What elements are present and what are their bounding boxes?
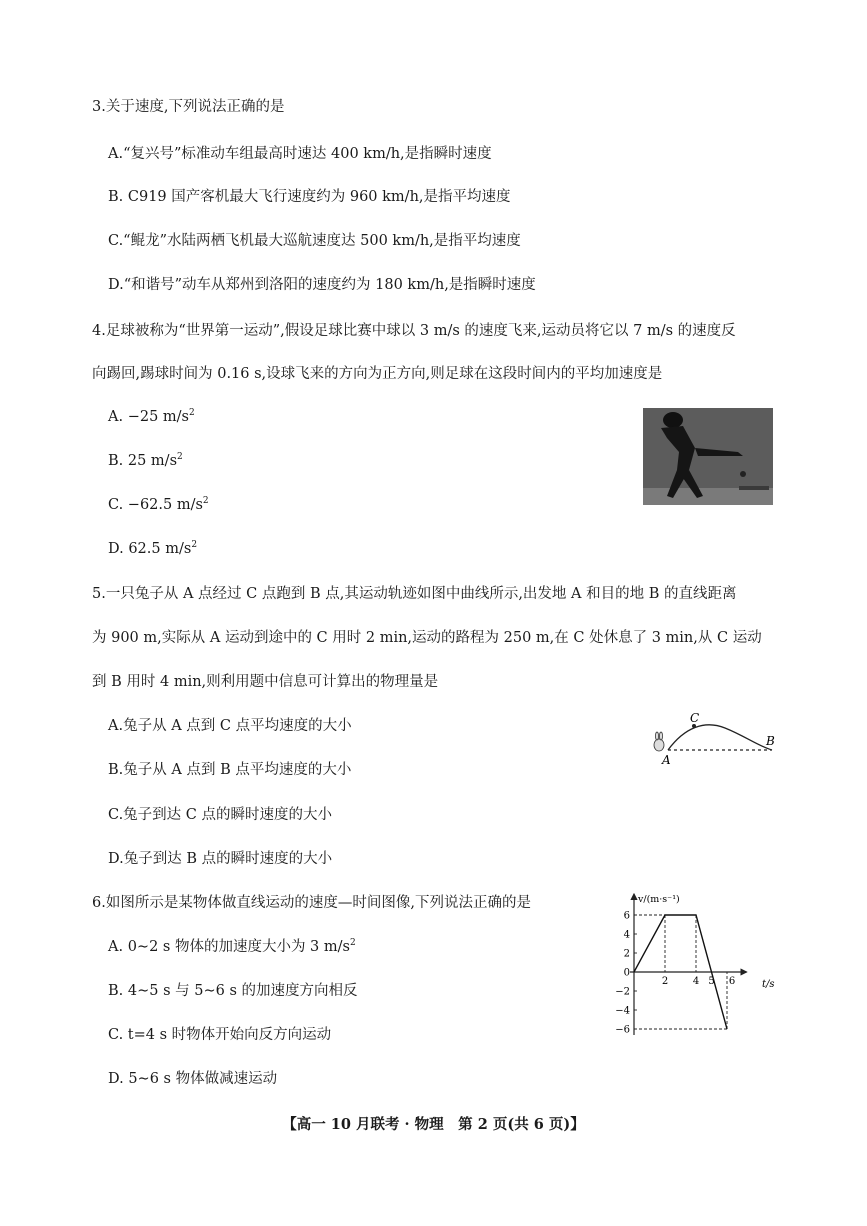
rabbit-trajectory-figure — [640, 712, 780, 768]
q6-option-d-text: D. 5∼6 s 物体做减速运动 — [108, 1071, 278, 1087]
label-c: C — [690, 712, 700, 725]
q6-option-c-text: C. t=4 s 时物体开始向反方向运动 — [108, 1027, 332, 1043]
q5-stem-line1: 5.一只兔子从 A 点经过 C 点跑到 B 点,其运动轨迹如图中曲线所示,出发地 A 和目的地 B 的直线距离 — [92, 586, 737, 602]
soccer-player-silhouette — [643, 408, 773, 505]
q4-option-a-text: A. −25 m/s — [108, 409, 189, 425]
q4-option-a — [108, 407, 195, 427]
q4-option-c-sup: 2 — [202, 496, 209, 506]
q4-stem-line1: 4.足球被称为“世界第一运动”,假设足球比赛中球以 3 m/s 的速度飞来,运动员将它以 7 m/s 的速度反 — [92, 323, 736, 339]
q4-option-c-text: C. −62.5 m/s — [108, 497, 203, 513]
label-b: B — [766, 734, 775, 748]
q4-option-a-sup: 2 — [188, 408, 195, 418]
q4-stem-line2: 向踢回,踢球时间为 0.16 s,设球飞来的方向为正方向,则足球在这段时间内的平均加速度是 — [92, 366, 663, 382]
q6-option-b-text: B. 4∼5 s 与 5∼6 s 的加速度方向相反 — [108, 983, 358, 999]
y-tick-label: 0 — [623, 967, 630, 979]
chart-ylabel: v/(m·s⁻¹) — [638, 894, 680, 905]
q6-stem: 6.如图所示是某物体做直线运动的速度—时间图像,下列说法正确的是 — [92, 895, 531, 911]
q3-option-d: D.“和谐号”动车从郑州到洛阳的速度约为 180 km/h,是指瞬时速度 — [108, 277, 536, 293]
y-tick-label: −4 — [615, 1005, 630, 1017]
q3-stem: 3.关于速度,下列说法正确的是 — [92, 99, 285, 115]
page-footer: 【高一 10 月联考 · 物理 第 2 页(共 6 页)】 — [282, 1116, 585, 1133]
q4-option-d — [108, 539, 197, 559]
q6-option-d — [108, 1069, 277, 1089]
q4-option-d-sup: 2 — [191, 540, 198, 550]
y-tick-label: −6 — [615, 1024, 630, 1036]
rabbit-icon — [654, 732, 664, 751]
label-a: A — [662, 753, 671, 767]
q3-option-a: A.“复兴号”标准动车组最高时速达 400 km/h,是指瞬时速度 — [108, 146, 492, 162]
trajectory-curve — [668, 725, 772, 750]
x-tick-label: 2 — [661, 976, 669, 987]
q3-option-c: C.“鲲龙”水陆两栖飞机最大巡航速度达 500 km/h,是指平均速度 — [108, 233, 521, 249]
q4-option-d-text: D. 62.5 m/s — [108, 541, 192, 557]
q5-option-b: B.兔子从 A 点到 B 点平均速度的大小 — [108, 762, 352, 778]
y-tick-label: 4 — [623, 929, 630, 941]
velocity-time-chart — [612, 888, 782, 1048]
q6-option-a — [108, 937, 356, 957]
y-tick-label: 2 — [623, 948, 630, 960]
q4-option-b — [108, 451, 183, 471]
q6-option-a-text: A. 0∼2 s 物体的加速度大小为 3 m/s — [108, 939, 350, 955]
q5-option-c: C.兔子到达 C 点的瞬时速度的大小 — [108, 807, 332, 823]
chart-xlabel: t/s — [762, 979, 775, 990]
q6-option-a-sup: 2 — [349, 938, 356, 948]
soccer-player-photo — [643, 408, 773, 505]
q5-stem-line3: 到 B 用时 4 min,则利用题中信息可计算出的物理量是 — [92, 674, 439, 690]
q4-option-b-text: B. 25 m/s — [108, 453, 178, 469]
y-tick-label: −2 — [615, 986, 630, 998]
q6-option-b — [108, 981, 358, 1001]
q4-option-c — [108, 495, 209, 515]
x-tick-label: 5 — [708, 976, 715, 987]
q3-option-b: B. C919 国产客机最大飞行速度约为 960 km/h,是指平均速度 — [108, 189, 511, 205]
q6-option-c — [108, 1025, 331, 1045]
y-tick-label: 6 — [623, 910, 630, 922]
q5-option-d: D.兔子到达 B 点的瞬时速度的大小 — [108, 851, 333, 867]
q5-option-a: A.兔子从 A 点到 C 点平均速度的大小 — [108, 718, 352, 734]
q4-option-b-sup: 2 — [177, 452, 183, 462]
chart-tick-labels — [615, 911, 735, 1036]
x-tick-label: 6 — [728, 976, 736, 987]
x-tick-label: 4 — [692, 976, 700, 987]
q5-stem-line2: 为 900 m,实际从 A 运动到途中的 C 用时 2 min,运动的路程为 250 m,在 C 处休息了 3 min,从 C 运动 — [92, 630, 762, 646]
